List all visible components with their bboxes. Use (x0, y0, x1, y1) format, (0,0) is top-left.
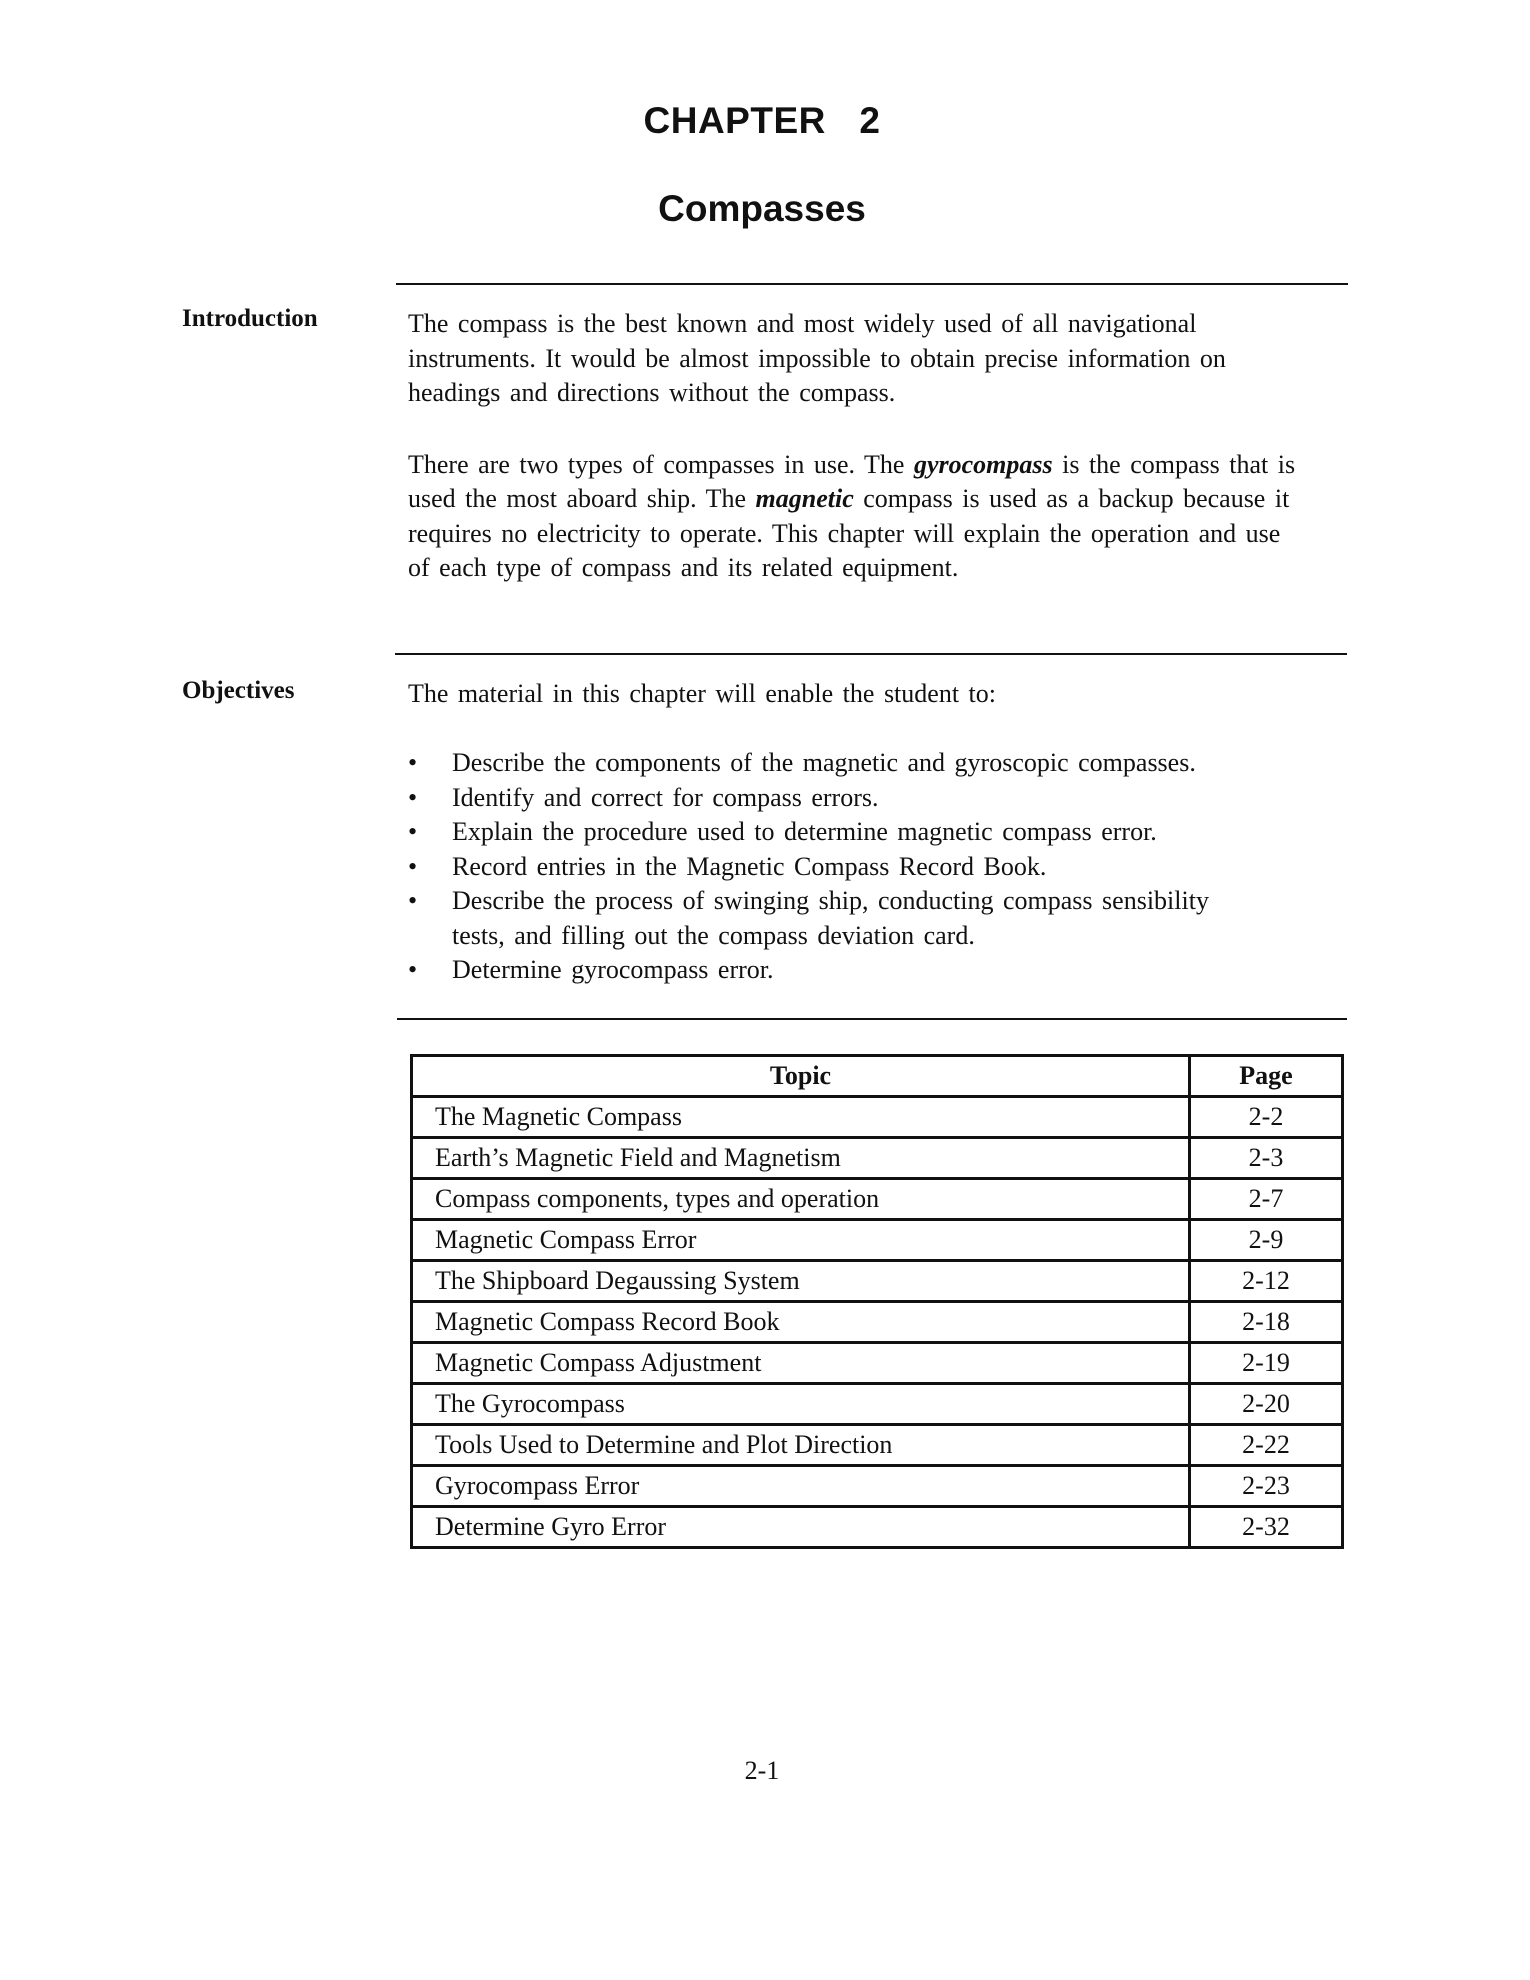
objectives-intro: The material in this chapter will enable the student to: (408, 679, 996, 708)
topic-table (410, 1054, 1344, 1549)
chapter-number: CHAPTER 2 (643, 100, 881, 141)
objective-text: Record entries in the Magnetic Compass Record Book. (452, 851, 1047, 881)
objective-item (408, 850, 1308, 885)
table-row (412, 1179, 1343, 1220)
topic-cell: The Shipboard Degaussing System (412, 1261, 1190, 1302)
page-cell: 2-19 (1190, 1343, 1343, 1384)
objective-text: Describe the components of the magnetic and gyroscopic compasses. (452, 748, 1196, 777)
table-row (412, 1220, 1343, 1261)
term-magnetic: magnetic (755, 484, 854, 513)
table-row (412, 1466, 1343, 1507)
introduction-body (408, 307, 1328, 586)
bullet-icon: • (408, 817, 418, 846)
table-row (412, 1138, 1343, 1179)
table-row (412, 1425, 1343, 1466)
introduction-paragraph-2 (408, 448, 1298, 586)
topic-cell: The Magnetic Compass (412, 1097, 1190, 1138)
bullet-icon: • (408, 748, 418, 777)
objective-item (408, 953, 1308, 988)
table-row (412, 1507, 1343, 1548)
page-cell: 2-32 (1190, 1507, 1343, 1548)
table-row (412, 1302, 1343, 1343)
topic-cell: Tools Used to Determine and Plot Direction (412, 1425, 1190, 1466)
objectives-list (408, 746, 1308, 988)
divider-top (396, 283, 1348, 285)
table-header-row (412, 1056, 1343, 1097)
topic-cell: Magnetic Compass Error (412, 1220, 1190, 1261)
paragraph-2-text-2: is the compass that is used the most aboard ship. The (408, 449, 1296, 513)
page-cell: 2-12 (1190, 1261, 1343, 1302)
objective-item (408, 781, 1308, 816)
divider-bottom (397, 1018, 1347, 1020)
bullet-icon: • (408, 955, 418, 984)
objective-item (408, 746, 1308, 781)
bullet-icon: • (408, 782, 418, 812)
column-header-topic: Topic (412, 1056, 1190, 1097)
bullet-icon: • (408, 851, 418, 881)
bullet-icon: • (408, 886, 418, 915)
topic-cell: Magnetic Compass Adjustment (412, 1343, 1190, 1384)
objective-text: Identify and correct for compass errors. (452, 782, 879, 812)
objective-text: Determine gyrocompass error. (452, 955, 774, 984)
paragraph-2-text-1: There are two types of compasses in use. The (408, 449, 914, 479)
page-cell: 2-18 (1190, 1302, 1343, 1343)
topic-cell: The Gyrocompass (412, 1384, 1190, 1425)
table-row (412, 1343, 1343, 1384)
page-cell: 2-22 (1190, 1425, 1343, 1466)
term-gyrocompass: gyrocompass (913, 449, 1053, 479)
page-cell: 2-9 (1190, 1220, 1343, 1261)
topic-cell: Compass components, types and operation (412, 1179, 1190, 1220)
page-number: 2-1 (744, 1756, 780, 1785)
topic-cell: Earth’s Magnetic Field and Magnetism (412, 1138, 1190, 1179)
objective-item (408, 815, 1308, 850)
topic-cell: Magnetic Compass Record Book (412, 1302, 1190, 1343)
divider-middle (395, 653, 1347, 655)
table-row (412, 1384, 1343, 1425)
page-cell: 2-7 (1190, 1179, 1343, 1220)
objective-text: Explain the procedure used to determine magnetic compass error. (452, 817, 1157, 846)
page-cell: 2-20 (1190, 1384, 1343, 1425)
introduction-paragraph-1: The compass is the best known and most widely used of all navigational instruments. It would be almost impossible to obtain precise information on headings and directions without the compass. (408, 309, 1226, 407)
paragraph-2-text-3: compass is used as a backup because it requires no electricity to operate. This chapter will explain the operation and use of each type of compass and its related equipment. (408, 484, 1290, 582)
topic-cell: Determine Gyro Error (412, 1507, 1190, 1548)
objective-text: Describe the process of swinging ship, conducting compass sensibility tests, and filling out the compass deviation card. (452, 886, 1209, 950)
objective-item (408, 884, 1212, 953)
page-cell: 2-2 (1190, 1097, 1343, 1138)
column-header-page: Page (1190, 1056, 1343, 1097)
topic-cell: Gyrocompass Error (412, 1466, 1190, 1507)
chapter-title: Compasses (658, 188, 866, 229)
objectives-label: Objectives (182, 677, 295, 704)
table-row (412, 1097, 1343, 1138)
page-cell: 2-3 (1190, 1138, 1343, 1179)
page-cell: 2-23 (1190, 1466, 1343, 1507)
table-row (412, 1261, 1343, 1302)
introduction-label: Introduction (182, 305, 318, 332)
